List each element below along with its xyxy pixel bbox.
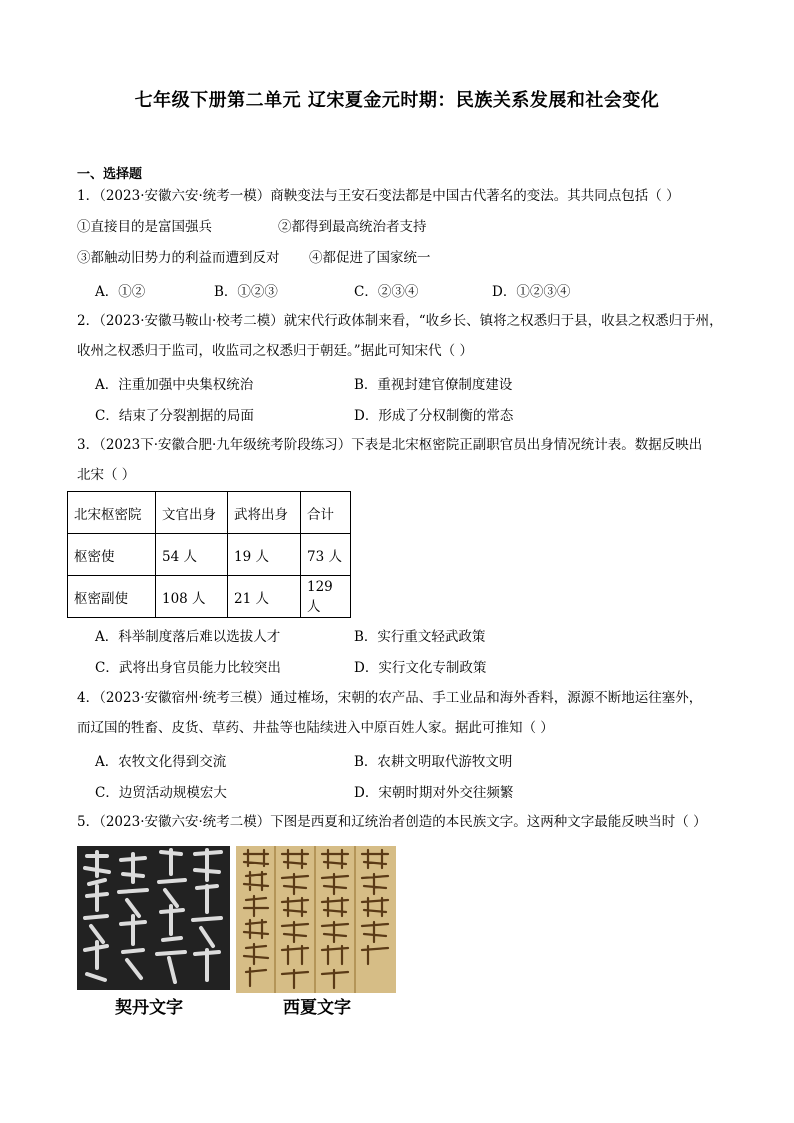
question-1-option-b[interactable]: B．①②③ bbox=[214, 284, 278, 300]
table-cell: 21 人 bbox=[228, 576, 301, 618]
question-2-option-d[interactable]: D．形成了分权制衡的常态 bbox=[354, 408, 514, 424]
question-3-option-d[interactable]: D．实行文化专制政策 bbox=[354, 660, 487, 676]
question-2-option-c[interactable]: C．结束了分裂割据的局面 bbox=[95, 408, 254, 424]
question-1-option-a[interactable]: A．①② bbox=[95, 284, 146, 300]
question-3-option-a[interactable]: A．科举制度落后难以选拔人才 bbox=[95, 629, 281, 645]
question-2-stem-line-1: 2．（2023·安徽马鞍山·校考二模）就宋代行政体制来看，“收乡长、镇将之权悉归于县，收县之权悉归于州， bbox=[77, 313, 723, 329]
khitan-caption: 契丹文字 bbox=[115, 998, 183, 1018]
table-cell: 19 人 bbox=[228, 534, 301, 576]
officials-table bbox=[67, 491, 351, 618]
khitan-script-image bbox=[77, 846, 230, 990]
table-row bbox=[68, 576, 351, 618]
table-header-cell: 武将出身 bbox=[228, 492, 301, 534]
question-2-option-b[interactable]: B．重视封建官僚制度建设 bbox=[354, 377, 513, 393]
question-4-option-a[interactable]: A．农牧文化得到交流 bbox=[95, 754, 227, 770]
question-1-item-3: ③都触动旧势力的利益而遭到反对 bbox=[77, 250, 280, 266]
question-2-stem-line-2: 收州之权悉归于监司，收监司之权悉归于朝廷。”据此可知宋代（ ） bbox=[77, 343, 473, 359]
question-3-stem-line-2: 北宋（ ） bbox=[77, 467, 136, 483]
question-1-item-1: ①直接目的是富国强兵 bbox=[77, 219, 212, 235]
question-3-stem-line-1: 3．（2023下·安徽合肥·九年级统考阶段练习）下表是北宋枢密院正副职官员出身情况统计表。数据反映出 bbox=[77, 437, 703, 453]
question-3-option-b[interactable]: B．实行重文轻武政策 bbox=[354, 629, 486, 645]
table-cell: 108 人 bbox=[156, 576, 228, 618]
question-5-stem: 5．（2023·安徽六安·统考二模）下图是西夏和辽统治者创造的本民族文字。这两种文字最能反映当时（ ） bbox=[77, 814, 707, 830]
table-header-cell: 文官出身 bbox=[156, 492, 228, 534]
table-cell: 73 人 bbox=[301, 534, 351, 576]
table-header-cell: 北宋枢密院 bbox=[68, 492, 156, 534]
page-title: 七年级下册第二单元 辽宋夏金元时期：民族关系发展和社会变化 bbox=[134, 90, 660, 111]
question-2-option-a[interactable]: A．注重加强中央集权统治 bbox=[95, 377, 254, 393]
table-header-cell: 合计 bbox=[301, 492, 351, 534]
table-cell: 129 人 bbox=[301, 576, 351, 618]
tangut-script-image bbox=[236, 846, 396, 993]
khitan-rubbing-texture bbox=[77, 846, 230, 990]
question-1-option-c[interactable]: C．②③④ bbox=[354, 284, 419, 300]
question-4-option-c[interactable]: C．边贸活动规模宏大 bbox=[95, 785, 227, 801]
tangut-manuscript-texture bbox=[236, 846, 396, 993]
table-row bbox=[68, 534, 351, 576]
table-cell: 枢密副使 bbox=[68, 576, 156, 618]
question-4-option-d[interactable]: D．宋朝时期对外交往频繁 bbox=[354, 785, 514, 801]
table-cell: 54 人 bbox=[156, 534, 228, 576]
tangut-caption: 西夏文字 bbox=[283, 998, 351, 1018]
question-4-option-b[interactable]: B．农耕文明取代游牧文明 bbox=[354, 754, 513, 770]
question-1-stem: 1．（2023·安徽六安·统考一模）商鞅变法与王安石变法都是中国古代著名的变法。其共同点包括（ ） bbox=[77, 188, 680, 204]
question-1-option-d[interactable]: D．①②③④ bbox=[492, 284, 571, 300]
question-1-item-2: ②都得到最高统治者支持 bbox=[278, 219, 427, 235]
question-3-option-c[interactable]: C．武将出身官员能力比较突出 bbox=[95, 660, 281, 676]
question-4-stem-line-2: 而辽国的牲畜、皮货、草药、井盐等也陆续进入中原百姓人家。据此可推知（ ） bbox=[77, 720, 554, 736]
table-header-row bbox=[68, 492, 351, 534]
table-cell: 枢密使 bbox=[68, 534, 156, 576]
section-heading: 一、选择题 bbox=[77, 167, 143, 182]
question-4-stem-line-1: 4．（2023·安徽宿州·统考三模）通过榷场，宋朝的农产品、手工业品和海外香料，源源不断地运往塞外， bbox=[77, 690, 703, 706]
question-1-item-4: ④都促进了国家统一 bbox=[309, 250, 431, 266]
